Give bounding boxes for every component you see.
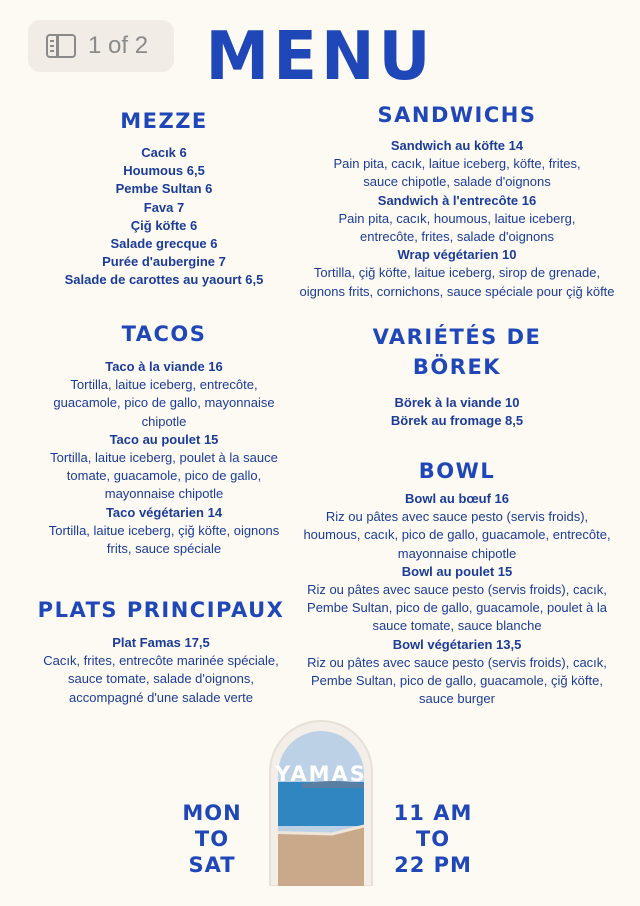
tacos-section (36, 319, 292, 558)
menu-item-desc: Riz ou pâtes avec sauce pesto (servis froids), houmous, cacık, pico de gallo, guacamole, entrecôte, mayonnaise chipotle (303, 509, 611, 561)
menu-item-desc: Tortilla, çiğ köfte, laitue iceberg, sirop de grenade, oignons frits, cornichons, sauce spéciale pour çiğ köfte (299, 265, 615, 299)
bowl-title: BOWL (418, 459, 496, 483)
mezze-section (36, 106, 292, 290)
menu-item-name: Taco au poulet 15 (109, 431, 219, 447)
opening-times-line: 11 AM (393, 801, 473, 825)
menu-item-desc: Riz ou pâtes avec sauce pesto (servis froids), cacık, Pembe Sultan, pico de gallo, guacamole, çiğ köfte, sauce burger (307, 654, 607, 707)
borek-section (296, 322, 618, 430)
opening-times (388, 800, 478, 878)
menu-item-desc: Riz ou pâtes avec sauce pesto (servis froids), cacık, Pembe Sultan, pico de gallo, guacamole, poulet à la sauce tomate, sauce blanche (307, 582, 607, 634)
list-item: Houmous 6,5 (123, 163, 205, 179)
borek-title-line1: VARIÉTÉS DE (372, 325, 542, 349)
menu-item-name: Bowl végétarien 13,5 (392, 636, 522, 652)
bowl-section (296, 456, 618, 708)
menu-item-name: Bowl au poulet 15 (401, 563, 513, 579)
plats-section (30, 595, 292, 707)
menu-item-name: Taco à la viande 16 (105, 359, 223, 374)
menu-item-name: Plat Famas 17,5 (112, 635, 210, 650)
borek-title-line2: BÖREK (412, 355, 502, 379)
opening-days-line: MON (182, 801, 242, 825)
mezze-title: MEZZE (120, 109, 208, 133)
menu-item-desc: Tortilla, laitue iceberg, entrecôte, guacamole, pico de gallo, mayonnaise chipotle (53, 377, 275, 429)
list-item: Börek à la viande 10 (394, 395, 520, 410)
sandwichs-section (296, 100, 618, 301)
list-item: Fava 7 (143, 199, 185, 215)
opening-times-line: 22 PM (394, 853, 472, 877)
sandwichs-title: SANDWICHS (377, 103, 537, 127)
arch-sea-logo (262, 714, 380, 886)
opening-days-line: TO (194, 827, 230, 851)
opening-times-line: TO (415, 827, 451, 851)
plats-title: PLATS PRINCIPAUX (37, 598, 285, 622)
menu-item-desc: Tortilla, laitue iceberg, çiğ köfte, oignons frits, sauce spéciale (48, 522, 280, 557)
list-item: Börek au fromage 8,5 (390, 413, 524, 429)
tacos-title: TACOS (121, 322, 207, 346)
menu-item-desc: Cacık, frites, entrecôte marinée spéciale, sauce tomate, salade d'oignons, accompagné d'une salade verte (43, 653, 279, 705)
menu-item-desc: Pain pita, cacık, houmous, laitue iceberg, entrecôte, frites, salade d'oignons (338, 210, 576, 245)
list-item: Salade de carottes au yaourt 6,5 (64, 272, 264, 288)
menu-item-desc: Pain pita, cacık, laitue iceberg, köfte, frites, sauce chipotle, salade d'oignons (333, 156, 581, 190)
page-sidebar-icon (46, 34, 76, 58)
menu-item-name: Wrap végétarien 10 (397, 247, 517, 263)
opening-days (170, 800, 254, 878)
page-indicator[interactable] (28, 20, 174, 72)
menu-item-name: Sandwich au köfte 14 (390, 138, 524, 153)
opening-days-line: SAT (188, 853, 236, 877)
list-item: Purée d'aubergine 7 (102, 254, 226, 270)
list-item: Pembe Sultan 6 (115, 181, 213, 197)
list-item: Çiğ köfte 6 (130, 217, 198, 233)
menu-item-name: Bowl au bœuf 16 (405, 491, 509, 506)
menu-title: MENU (205, 18, 435, 96)
menu-item-name: Sandwich à l'entrecôte 16 (377, 192, 537, 208)
menu-item-desc: Tortilla, laitue iceberg, poulet à la sauce tomate, guacamole, pico de gallo, mayonnaise chipotle (50, 450, 278, 502)
page-indicator-label: 1 of 2 (88, 32, 149, 59)
list-item: Cacık 6 (141, 145, 187, 160)
list-item: Salade grecque 6 (110, 236, 218, 252)
logo-text: YAMAS (275, 762, 367, 786)
menu-item-name: Taco végétarien 14 (105, 504, 223, 520)
